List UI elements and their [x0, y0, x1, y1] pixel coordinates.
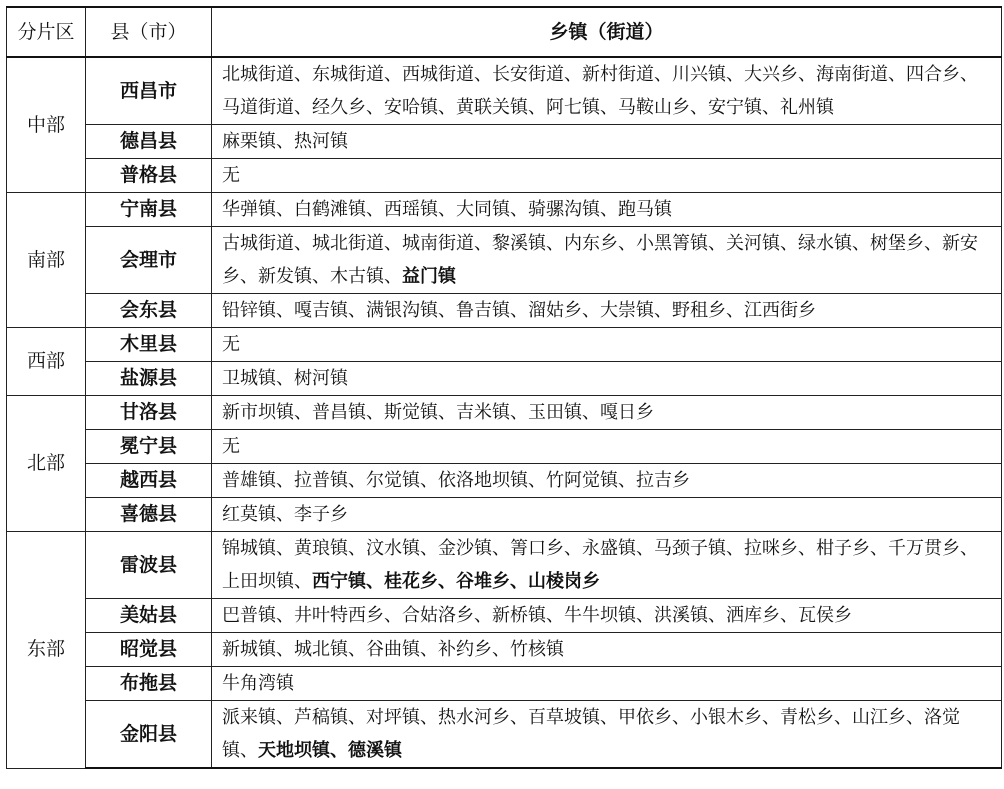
town-text-bold: 益门镇	[402, 266, 456, 287]
town-text: 普雄镇、拉普镇、尔觉镇、依洛地坝镇、竹阿觉镇、拉吉乡	[222, 470, 690, 491]
table-row	[7, 633, 1002, 667]
zone-cell: 南部	[7, 193, 86, 328]
county-cell: 冕宁县	[86, 430, 212, 464]
header-zone: 分片区	[7, 7, 86, 57]
county-cell: 美姑县	[86, 599, 212, 633]
county-cell: 宁南县	[86, 193, 212, 227]
zone-cell: 东部	[7, 532, 86, 769]
town-text: 派来镇、芦稿镇、对坪镇、热水河乡、百草坡镇、甲依乡、小银木乡、青松乡、山江乡、洛觉镇、	[222, 707, 960, 761]
zone-cell: 中部	[7, 57, 86, 193]
town-text: 红莫镇、李子乡	[222, 504, 348, 525]
town-text: 巴普镇、井叶特西乡、合姑洛乡、新桥镇、牛牛坝镇、洪溪镇、洒库乡、瓦侯乡	[222, 605, 852, 626]
towns-cell	[212, 125, 1002, 159]
town-text-bold: 西宁镇、桂花乡、谷堆乡、山棱岗乡	[312, 571, 600, 592]
towns-cell	[212, 328, 1002, 362]
header-row	[7, 7, 1002, 57]
towns-cell	[212, 294, 1002, 328]
town-text: 锦城镇、黄琅镇、汶水镇、金沙镇、箐口乡、永盛镇、马颈子镇、拉咪乡、柑子乡、千万贯乡、上田坝镇、	[222, 538, 978, 592]
county-cell: 雷波县	[86, 532, 212, 599]
county-cell: 甘洛县	[86, 396, 212, 430]
table-row	[7, 227, 1002, 294]
header-county: 县（市）	[86, 7, 212, 57]
table-row	[7, 125, 1002, 159]
town-text: 无	[222, 436, 240, 457]
town-text: 铅锌镇、嘎吉镇、满银沟镇、鲁吉镇、溜姑乡、大崇镇、野租乡、江西街乡	[222, 300, 816, 321]
town-text: 新市坝镇、普昌镇、斯觉镇、吉米镇、玉田镇、嘎日乡	[222, 402, 654, 423]
town-list-table	[6, 6, 1002, 769]
county-cell: 会东县	[86, 294, 212, 328]
towns-cell	[212, 57, 1002, 125]
towns-cell	[212, 532, 1002, 599]
county-cell: 喜德县	[86, 498, 212, 532]
table-row	[7, 464, 1002, 498]
zone-cell: 西部	[7, 328, 86, 396]
zone-cell: 北部	[7, 396, 86, 532]
table-row	[7, 498, 1002, 532]
towns-cell	[212, 701, 1002, 769]
table-row	[7, 362, 1002, 396]
towns-cell	[212, 599, 1002, 633]
town-text: 华弹镇、白鹤滩镇、西瑶镇、大同镇、骑骡沟镇、跑马镇	[222, 199, 672, 220]
table-row	[7, 430, 1002, 464]
town-text: 古城街道、城北街道、城南街道、黎溪镇、内东乡、小黑箐镇、关河镇、绿水镇、树堡乡、新安乡、新发镇、木古镇、	[222, 233, 978, 287]
county-cell: 西昌市	[86, 57, 212, 125]
town-text: 牛角湾镇	[222, 673, 294, 694]
table-row	[7, 328, 1002, 362]
table-body	[7, 57, 1002, 768]
towns-cell	[212, 430, 1002, 464]
county-cell: 布拖县	[86, 667, 212, 701]
town-text: 卫城镇、树河镇	[222, 368, 348, 389]
towns-cell	[212, 633, 1002, 667]
table-row	[7, 159, 1002, 193]
table-row	[7, 532, 1002, 599]
table-row	[7, 667, 1002, 701]
table-row	[7, 193, 1002, 227]
county-cell: 盐源县	[86, 362, 212, 396]
table-row	[7, 57, 1002, 125]
town-text: 麻栗镇、热河镇	[222, 131, 348, 152]
towns-cell	[212, 464, 1002, 498]
towns-cell	[212, 193, 1002, 227]
town-text-bold: 天地坝镇、德溪镇	[258, 740, 402, 761]
county-cell: 金阳县	[86, 701, 212, 769]
towns-cell	[212, 498, 1002, 532]
county-cell: 昭觉县	[86, 633, 212, 667]
table-row	[7, 294, 1002, 328]
county-cell: 越西县	[86, 464, 212, 498]
town-text: 无	[222, 165, 240, 186]
county-cell: 会理市	[86, 227, 212, 294]
towns-cell	[212, 159, 1002, 193]
county-cell: 普格县	[86, 159, 212, 193]
towns-cell	[212, 227, 1002, 294]
table-row	[7, 701, 1002, 769]
towns-cell	[212, 362, 1002, 396]
header-towns: 乡镇（街道）	[212, 7, 1002, 57]
town-text: 北城街道、东城街道、西城街道、长安街道、新村街道、川兴镇、大兴乡、海南街道、四合乡、马道街道、经久乡、安哈镇、黄联关镇、阿七镇、马鞍山乡、安宁镇、礼州镇	[222, 64, 978, 118]
table-row	[7, 599, 1002, 633]
county-cell: 木里县	[86, 328, 212, 362]
county-cell: 德昌县	[86, 125, 212, 159]
towns-cell	[212, 396, 1002, 430]
table-row	[7, 396, 1002, 430]
town-text: 新城镇、城北镇、谷曲镇、补约乡、竹核镇	[222, 639, 564, 660]
towns-cell	[212, 667, 1002, 701]
town-text: 无	[222, 334, 240, 355]
